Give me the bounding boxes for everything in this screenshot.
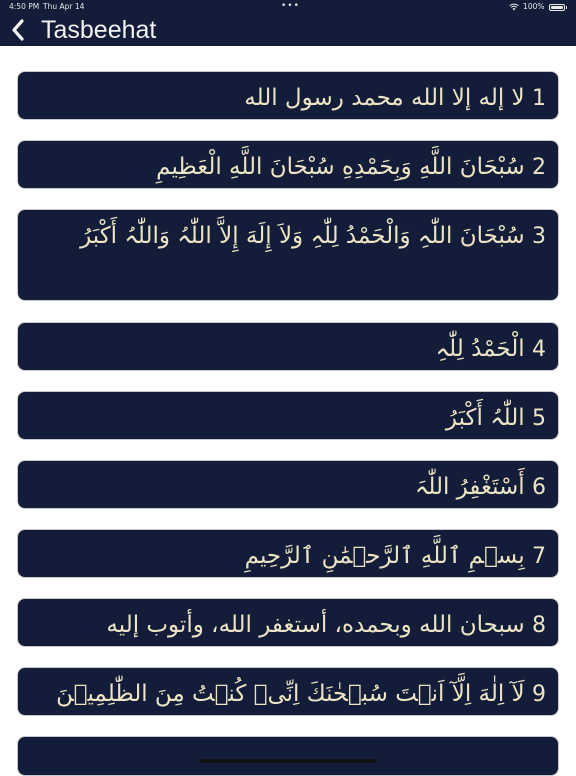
tasbeeh-item[interactable] [17,71,559,120]
tasbeeh-item[interactable] [17,209,559,301]
status-bar [0,0,576,14]
tasbeeh-number: 4 [532,337,546,362]
status-time: 4:50 PM [9,2,40,11]
tasbeeh-text: لا إله إلا الله محمد رسول الله [244,85,525,111]
tasbeeh-item[interactable] [17,598,559,647]
tasbeeh-item[interactable] [17,460,559,509]
tasbeeh-item[interactable] [17,667,559,716]
multitasking-dots[interactable]: ••• [281,1,300,11]
tasbeeh-number: 8 [532,613,546,638]
tasbeeh-number: 9 [532,682,546,707]
tasbeeh-item-partial[interactable] [17,736,559,776]
navigation-bar [0,0,576,46]
battery-icon [549,4,565,11]
tasbeeh-item[interactable] [17,529,559,578]
battery-cap [566,6,568,9]
tasbeeh-number: 2 [532,155,546,180]
nav-header [0,14,576,46]
tasbeeh-text: أَسْتَغْفِرُ اللّٰہَ [414,474,525,500]
tasbeeh-text: الْحَمْدُ لِلّٰہِ [435,336,525,362]
tasbeeh-item[interactable] [17,322,559,371]
wifi-icon [509,3,519,11]
page-title: Tasbeehat [41,16,157,44]
status-right [509,0,567,14]
back-button[interactable] [6,17,30,43]
tasbeeh-number: 5 [532,406,546,431]
battery-percent: 100% [523,2,545,11]
tasbeeh-item[interactable] [17,140,559,189]
status-date: Thu Apr 14 [43,2,85,11]
tasbeeh-text: سُبْحَانَ اللَّهِ وَبِحَمْدِهِ سُبْحَانَ اللَّهِ الْعَظِيمِ [156,154,525,180]
tasbeeh-text: سُبْحَانَ اللّٰہِ وَالْحَمْدُ لِلّٰہِ وَلاَ إِلَهَ إِلاَّ اللّٰہُ وَاللّٰہُ أَكْبَرُ [80,223,525,249]
chevron-left-icon [11,19,25,41]
home-indicator[interactable] [199,759,377,763]
tasbeeh-text: سبحان الله وبحمده، أستغفر الله، وأتوب إليه [106,612,525,638]
tasbeeh-number: 3 [532,224,546,249]
tasbeeh-text: اللّٰہُ أَكْبَرُ [445,405,525,431]
tasbeeh-number: 1 [532,86,546,111]
tasbeeh-item[interactable] [17,391,559,440]
tasbeeh-text: بِسۡمِ ٱللَّهِ ٱلرَّحۡمَٰنِ ٱلرَّحِيمِ [244,543,525,569]
tasbeeh-number: 6 [532,475,546,500]
tasbeeh-text: لَآ اِلٰهَ اِلَّآ اَنۡتَ سُبۡحٰنَكَ اِنِّىۡ كُنۡتُ مِنَ الظّٰلِمِيۡنَ [56,681,525,707]
tasbeeh-number: 7 [532,544,546,569]
